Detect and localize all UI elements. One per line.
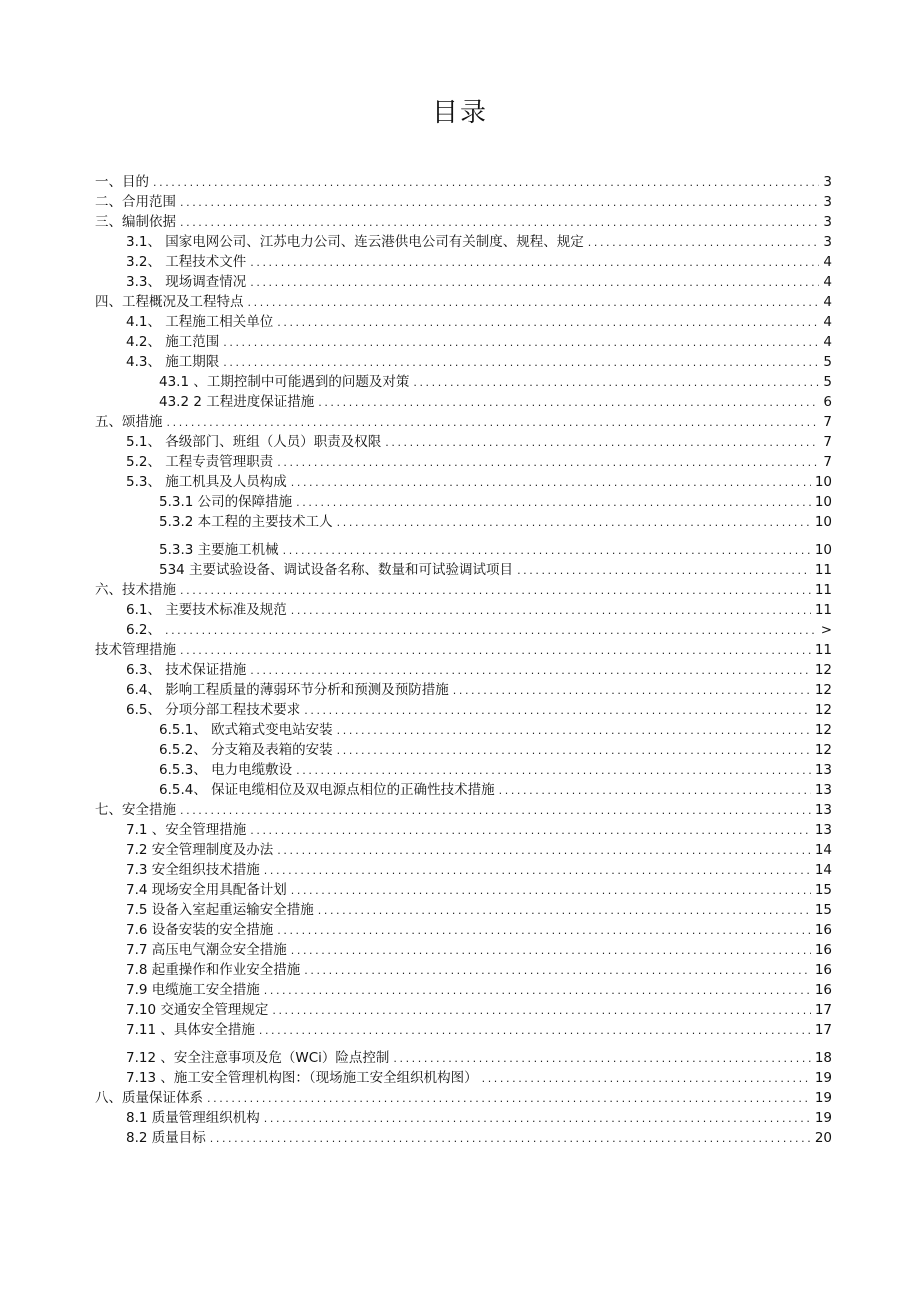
- toc-entry[interactable]: [95, 900, 832, 920]
- toc-entry[interactable]: [95, 800, 832, 820]
- toc-entry-page-number: 5: [823, 374, 832, 390]
- toc-entry[interactable]: [95, 600, 832, 620]
- toc-entry-page-number: 16: [814, 942, 832, 958]
- dot-leader: [453, 681, 811, 701]
- dot-leader: [296, 761, 811, 781]
- dot-leader: [277, 313, 819, 333]
- toc-entry-label: 6.1、 主要技术标准及规范: [126, 602, 287, 618]
- toc-entry-page-number: 3: [823, 194, 832, 210]
- dot-leader: [250, 661, 811, 681]
- toc-entry-label: 技术管理措施: [95, 642, 176, 658]
- toc-entry-page-number: 7: [823, 414, 832, 430]
- toc-entry-page-number: 3: [823, 214, 832, 230]
- toc-entry-label: 3.3、 现场调查情况: [126, 274, 247, 290]
- dot-leader: [291, 881, 811, 901]
- dot-leader: [482, 1069, 811, 1089]
- toc-entry-page-number: 5: [823, 354, 832, 370]
- toc-entry-label: 7.10 交通安全管理规定: [126, 1002, 269, 1018]
- toc-entry-page-number: 4: [823, 274, 832, 290]
- dot-leader: [210, 1129, 811, 1149]
- toc-entry[interactable]: [95, 560, 832, 580]
- toc-entry[interactable]: [95, 472, 832, 492]
- toc-entry-label: 7.4 现场安全用具配备计划: [126, 882, 287, 898]
- dot-leader: [180, 641, 811, 661]
- toc-entry[interactable]: [95, 232, 832, 252]
- toc-entry-label: 7.7 高压电气潮佥安全措施: [126, 942, 287, 958]
- toc-entry-page-number: 3: [823, 174, 832, 190]
- toc-entry[interactable]: [95, 540, 832, 560]
- toc-entry-label: 四、工程概况及工程特点: [95, 294, 244, 310]
- toc-entry-label: 七、安全措施: [95, 802, 176, 818]
- toc-entry-page-number: 10: [814, 514, 832, 530]
- toc-entry[interactable]: [95, 192, 832, 212]
- toc-entry[interactable]: [95, 820, 832, 840]
- dot-leader: [165, 621, 817, 641]
- toc-entry-page-number: 17: [814, 1002, 832, 1018]
- toc-entry-page-number: 12: [814, 702, 832, 718]
- toc-entry[interactable]: [95, 492, 832, 512]
- toc-entry-page-number: 14: [814, 862, 832, 878]
- dot-leader: [264, 1109, 811, 1129]
- toc-entry-label: 3.1、 国家电网公司、江苏电力公司、连云港供电公司有关制度、规程、规定: [126, 234, 584, 250]
- toc-entry[interactable]: [95, 620, 832, 640]
- toc-entry[interactable]: [95, 680, 832, 700]
- toc-entry-page-number: 3: [823, 234, 832, 250]
- toc-entry[interactable]: [95, 1000, 832, 1020]
- toc-entry-page-number: 15: [814, 882, 832, 898]
- toc-entry-page-number: 19: [814, 1090, 832, 1106]
- toc-entry[interactable]: [95, 860, 832, 880]
- toc-entry-page-number: 14: [814, 842, 832, 858]
- toc-entry-label: 7.6 设备安装的安全措施: [126, 922, 274, 938]
- toc-entry-label: 7.13 、施工安全管理机构图：（现场施工安全组织机构图）: [126, 1070, 478, 1086]
- dot-leader: [291, 473, 811, 493]
- toc-entry[interactable]: [95, 700, 832, 720]
- toc-entry-label: 3.2、 工程技术文件: [126, 254, 247, 270]
- toc-entry-page-number: 4: [823, 334, 832, 350]
- toc-entry-label: 534 主要试验设备、调试设备名称、数量和可试验调试项目: [159, 562, 514, 578]
- dot-leader: [588, 233, 820, 253]
- toc-entry[interactable]: [95, 980, 832, 1000]
- toc-entry[interactable]: [95, 1128, 832, 1148]
- toc-entry-page-number: 16: [814, 922, 832, 938]
- dot-leader: [517, 561, 811, 581]
- toc-entry-page-number: 12: [814, 742, 832, 758]
- dot-leader: [180, 801, 811, 821]
- dot-leader: [250, 821, 811, 841]
- toc-entry-label: 二、合用范围: [95, 194, 176, 210]
- toc-entry-page-number: >: [820, 622, 832, 638]
- toc-entry-label: 4.1、 工程施工相关单位: [126, 314, 274, 330]
- toc-entry-page-number: 11: [814, 582, 832, 598]
- toc-entry-label: 5.3、 施工机具及人员构成: [126, 474, 287, 490]
- toc-entry-label: 一、目的: [95, 174, 149, 190]
- toc-entry-page-number: 4: [823, 294, 832, 310]
- toc-entry-page-number: 13: [814, 782, 832, 798]
- toc-entry-label: 43.1 、工期控制中可能遇到的问题及对策: [159, 374, 410, 390]
- toc-entry-label: 6.5.2、 分支箱及表箱的安装: [159, 742, 333, 758]
- dot-leader: [304, 961, 811, 981]
- toc-entry-label: 6.5、 分项分部工程技术要求: [126, 702, 301, 718]
- toc-entry-page-number: 17: [814, 1022, 832, 1038]
- toc-entry-page-number: 4: [823, 314, 832, 330]
- toc-entry-page-number: 16: [814, 962, 832, 978]
- toc-entry-page-number: 10: [814, 494, 832, 510]
- toc-entry[interactable]: [95, 1068, 832, 1088]
- dot-leader: [296, 493, 811, 513]
- toc-entry-label: 7.5 设备入室起重运输安全措施: [126, 902, 314, 918]
- toc-entry-label: 六、技术措施: [95, 582, 176, 598]
- toc-entry-label: 6.5.4、 保证电缆相位及双电源点相位的正确性技术措施: [159, 782, 495, 798]
- toc-entry-label: 7.11 、具体安全措施: [126, 1022, 255, 1038]
- toc-entry-label: 7.3 安全组织技术措施: [126, 862, 260, 878]
- toc-entry-label: 5.3.1 公司的保障措施: [159, 494, 293, 510]
- toc-entry[interactable]: [95, 740, 832, 760]
- toc-entry-page-number: 6: [823, 394, 832, 410]
- toc-entry[interactable]: [95, 332, 832, 352]
- dot-leader: [180, 193, 819, 213]
- dot-leader: [180, 213, 819, 233]
- toc-entry-page-number: 11: [814, 602, 832, 618]
- toc-entry[interactable]: [95, 252, 832, 272]
- dot-leader: [207, 1089, 811, 1109]
- toc-entry-label: 6.2、: [126, 622, 161, 638]
- dot-leader: [337, 513, 811, 533]
- dot-leader: [167, 413, 820, 433]
- toc-entry[interactable]: [95, 1088, 832, 1108]
- toc-entry[interactable]: [95, 940, 832, 960]
- toc-entry[interactable]: [95, 640, 832, 660]
- toc-entry[interactable]: [95, 452, 832, 472]
- dot-leader: [413, 373, 819, 393]
- toc-entry-label: 7.8 起重操作和作业安全措施: [126, 962, 301, 978]
- table-of-contents: [95, 172, 832, 1148]
- toc-entry-page-number: 13: [814, 762, 832, 778]
- toc-entry-label: 7.9 电缆施工安全措施: [126, 982, 260, 998]
- toc-entry[interactable]: [95, 372, 832, 392]
- toc-entry[interactable]: [95, 172, 832, 192]
- dot-leader: [248, 293, 820, 313]
- toc-entry[interactable]: [95, 760, 832, 780]
- toc-entry-label: 7.12 、安全注意事项及危（WCi）险点控制: [126, 1050, 390, 1066]
- toc-entry[interactable]: [95, 392, 832, 412]
- dot-leader: [393, 1049, 810, 1069]
- page-title: 目录: [431, 98, 488, 128]
- dot-leader: [318, 393, 819, 413]
- dot-leader: [291, 601, 811, 621]
- dot-leader: [223, 353, 819, 373]
- toc-entry[interactable]: [95, 272, 832, 292]
- toc-entry-label: 6.4、 影响工程质量的薄弱环节分析和预测及预防措施: [126, 682, 449, 698]
- toc-entry[interactable]: [95, 1108, 832, 1128]
- toc-entry[interactable]: [95, 720, 832, 740]
- toc-entry-label: 7.1 、安全管理措施: [126, 822, 247, 838]
- toc-entry-page-number: 12: [814, 722, 832, 738]
- toc-entry[interactable]: [95, 512, 832, 532]
- toc-entry[interactable]: [95, 412, 832, 432]
- toc-entry-page-number: 7: [823, 434, 832, 450]
- dot-leader: [283, 541, 811, 561]
- dot-leader: [318, 901, 811, 921]
- toc-entry-page-number: 12: [814, 682, 832, 698]
- toc-entry-label: 7.2 安全管理制度及办法: [126, 842, 274, 858]
- toc-entry-label: 8.1 质量管理组织机构: [126, 1110, 260, 1126]
- toc-entry[interactable]: [95, 660, 832, 680]
- dot-leader: [264, 981, 811, 1001]
- toc-entry-page-number: 15: [814, 902, 832, 918]
- dot-leader: [223, 333, 819, 353]
- dot-leader: [277, 921, 811, 941]
- dot-leader: [264, 861, 811, 881]
- dot-leader: [180, 581, 811, 601]
- toc-entry-label: 6.5.3、 电力电缆敷设: [159, 762, 293, 778]
- toc-entry[interactable]: [95, 312, 832, 332]
- dot-leader: [153, 173, 819, 193]
- dot-leader: [277, 841, 811, 861]
- dot-leader: [291, 941, 811, 961]
- toc-entry-label: 5.3.2 本工程的主要技术工人: [159, 514, 333, 530]
- toc-entry-page-number: 16: [814, 982, 832, 998]
- toc-entry-page-number: 10: [814, 542, 832, 558]
- toc-entry-label: 8.2 质量目标: [126, 1130, 206, 1146]
- toc-entry[interactable]: [95, 212, 832, 232]
- toc-entry[interactable]: [95, 352, 832, 372]
- toc-entry[interactable]: [95, 1020, 832, 1040]
- toc-entry-label: 6.3、 技术保证措施: [126, 662, 247, 678]
- dot-leader: [337, 741, 811, 761]
- toc-entry-page-number: 19: [814, 1110, 832, 1126]
- toc-entry-label: 八、质量保证体系: [95, 1090, 203, 1106]
- toc-entry-label: 五、颂措施: [95, 414, 163, 430]
- toc-entry-label: 43.2 2 工程进度保证措施: [159, 394, 315, 410]
- toc-entry-page-number: 4: [823, 254, 832, 270]
- dot-leader: [304, 701, 811, 721]
- toc-entry-page-number: 20: [814, 1130, 832, 1146]
- toc-entry-label: 4.2、 施工范围: [126, 334, 220, 350]
- toc-entry-label: 6.5.1、 欧式箱式变电站安装: [159, 722, 333, 738]
- toc-entry[interactable]: [95, 1048, 832, 1068]
- dot-leader: [277, 453, 819, 473]
- toc-entry[interactable]: [95, 920, 832, 940]
- dot-leader: [250, 273, 819, 293]
- dot-leader: [272, 1001, 810, 1021]
- toc-entry-label: 5.2、 工程专责管理职责: [126, 454, 274, 470]
- toc-entry-label: 5.1、 各级部门、班组（人员）职责及权限: [126, 434, 382, 450]
- dot-leader: [499, 781, 811, 801]
- toc-entry[interactable]: [95, 780, 832, 800]
- toc-entry-page-number: 7: [823, 454, 832, 470]
- toc-entry-page-number: 11: [814, 642, 832, 658]
- toc-entry-page-number: 13: [814, 802, 832, 818]
- toc-entry[interactable]: [95, 960, 832, 980]
- toc-entry[interactable]: [95, 432, 832, 452]
- dot-leader: [250, 253, 819, 273]
- toc-entry[interactable]: [95, 580, 832, 600]
- toc-entry[interactable]: [95, 840, 832, 860]
- toc-entry-page-number: 18: [814, 1050, 832, 1066]
- toc-entry-page-number: 10: [814, 474, 832, 490]
- dot-leader: [337, 721, 811, 741]
- toc-entry-page-number: 12: [814, 662, 832, 678]
- toc-entry-page-number: 11: [814, 562, 832, 578]
- toc-entry[interactable]: [95, 292, 832, 312]
- toc-entry-page-number: 13: [814, 822, 832, 838]
- toc-entry-label: 4.3、 施工期限: [126, 354, 220, 370]
- dot-leader: [259, 1021, 811, 1041]
- toc-entry-label: 5.3.3 主要施工机械: [159, 542, 279, 558]
- dot-leader: [385, 433, 819, 453]
- toc-entry-label: 三、编制依据: [95, 214, 176, 230]
- toc-entry[interactable]: [95, 880, 832, 900]
- toc-entry-page-number: 19: [814, 1070, 832, 1086]
